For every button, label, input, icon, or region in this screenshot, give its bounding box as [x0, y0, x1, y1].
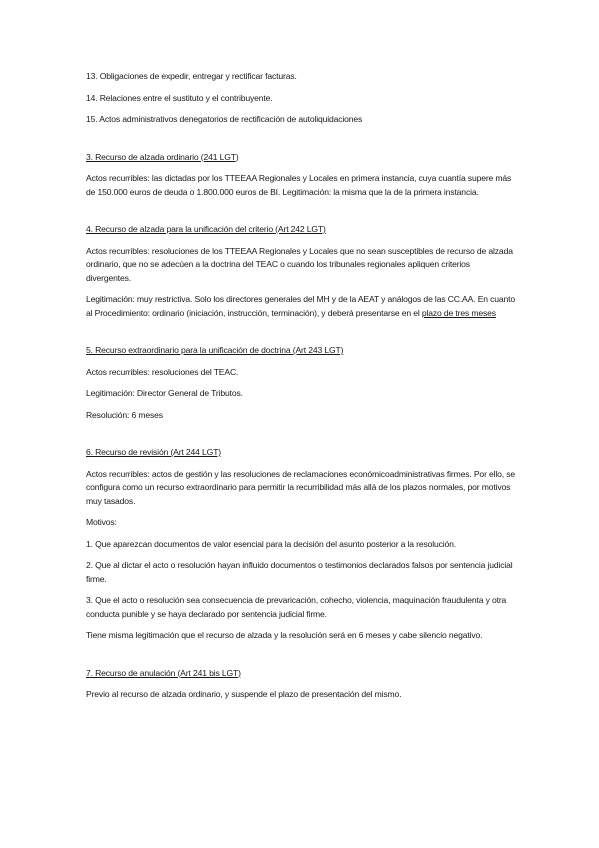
section-gap: [86, 207, 516, 223]
list-item-15: 15. Actos administrativos denegatorios de rectificación de autoliquidaciones: [86, 114, 363, 124]
section-5-paragraph-2: Legitimación: Director General de Tributos.: [86, 388, 243, 398]
section-6-heading: 6. Recurso de revisión (Art 244 LGT): [86, 447, 222, 457]
section-5-paragraph-1: Actos recurribles: resoluciones del TEAC.: [86, 366, 239, 377]
motivo-2: 2. Que al dictar el acto o resolución hayan influido documentos o testimonios declarados falsos por sentencia judicial firme.: [86, 560, 513, 584]
section-4-paragraph-2: [86, 293, 516, 320]
section-6-paragraph-1: Actos recurribles: actos de gestión y las resoluciones de reclamaciones económicoadministrativas firmes. Por ello, se configura como un recurso extraordinario para permitir la recurribilidad más allá de los plazos normales, por motivos muy tasados.: [86, 468, 516, 506]
motivos-label: Motivos:: [86, 517, 117, 527]
document-body: [86, 70, 516, 710]
section-6-paragraph-last: Tiene misma legitimación que el recurso de alzada y la resolución será en 6 meses y cabe silencio negativo.: [86, 630, 483, 640]
section-4-heading: 4. Recurso de alzada para la unificación del criterio (Art 242 LGT): [86, 224, 326, 234]
section-4-paragraph-1: Actos recurribles: resoluciones de los TTEEAA Regionales y Locales que no sean susceptibles de recurso de alzada ordinario, que no se adecúen a la doctrina del TEAC o cuando los tribunales regionales apliquen criterios divergentes.: [86, 245, 513, 283]
section-5-heading: 5. Recurso extraordinario para la unificación de doctrina (Art 243 LGT): [86, 345, 344, 355]
section-4-legitimacion-text: Legitimación: muy restrictiva. Solo los directores generales del MH y de la AEAT y análogos de las CC.AA. En cuanto al Procedimiento: ordinario (iniciación, instrucción, terminación), y deberá presentarse en el: [86, 294, 516, 318]
section-3-heading: 3. Recurso de alzada ordinario (241 LGT): [86, 151, 239, 162]
section-gap: [86, 651, 516, 667]
section-gap: [86, 328, 516, 344]
section-3-paragraph: Actos recurribles: las dictadas por los TTEEAA Regionales y Locales en primera instancia, cuya cuantía supere más de 150.000 euros de deuda o 1.800.000 euros de BI. Legitimación: la misma que la de la primera instancia.: [86, 173, 512, 197]
list-item-14: 14. Relaciones entre el sustituto y el contribuyente.: [86, 92, 273, 103]
plazo-underlined-text: plazo de tres meses: [421, 307, 496, 318]
motivo-1: 1. Que aparezcan documentos de valor esencial para la decisión del asunto posterior a la resolución.: [86, 538, 457, 549]
motivo-3: 3. Que el acto o resolución sea consecuencia de prevaricación, cohecho, violencia, maquinación fraudulenta y otra conducta punible y se haya declarado por sentencia judicial firme.: [86, 595, 507, 619]
section-5-paragraph-3: Resolución: 6 meses: [86, 409, 163, 420]
section-7-paragraph: Previo al recurso de alzada ordinario, y suspende el plazo de presentación del mismo.: [86, 689, 402, 699]
section-gap: [86, 430, 516, 446]
list-item-13: 13. Obligaciones de expedir, entregar y rectificar facturas.: [86, 71, 297, 81]
section-7-heading: 7. Recurso de anulación (Art 241 bis LGT): [86, 667, 241, 678]
section-gap: [86, 135, 516, 151]
